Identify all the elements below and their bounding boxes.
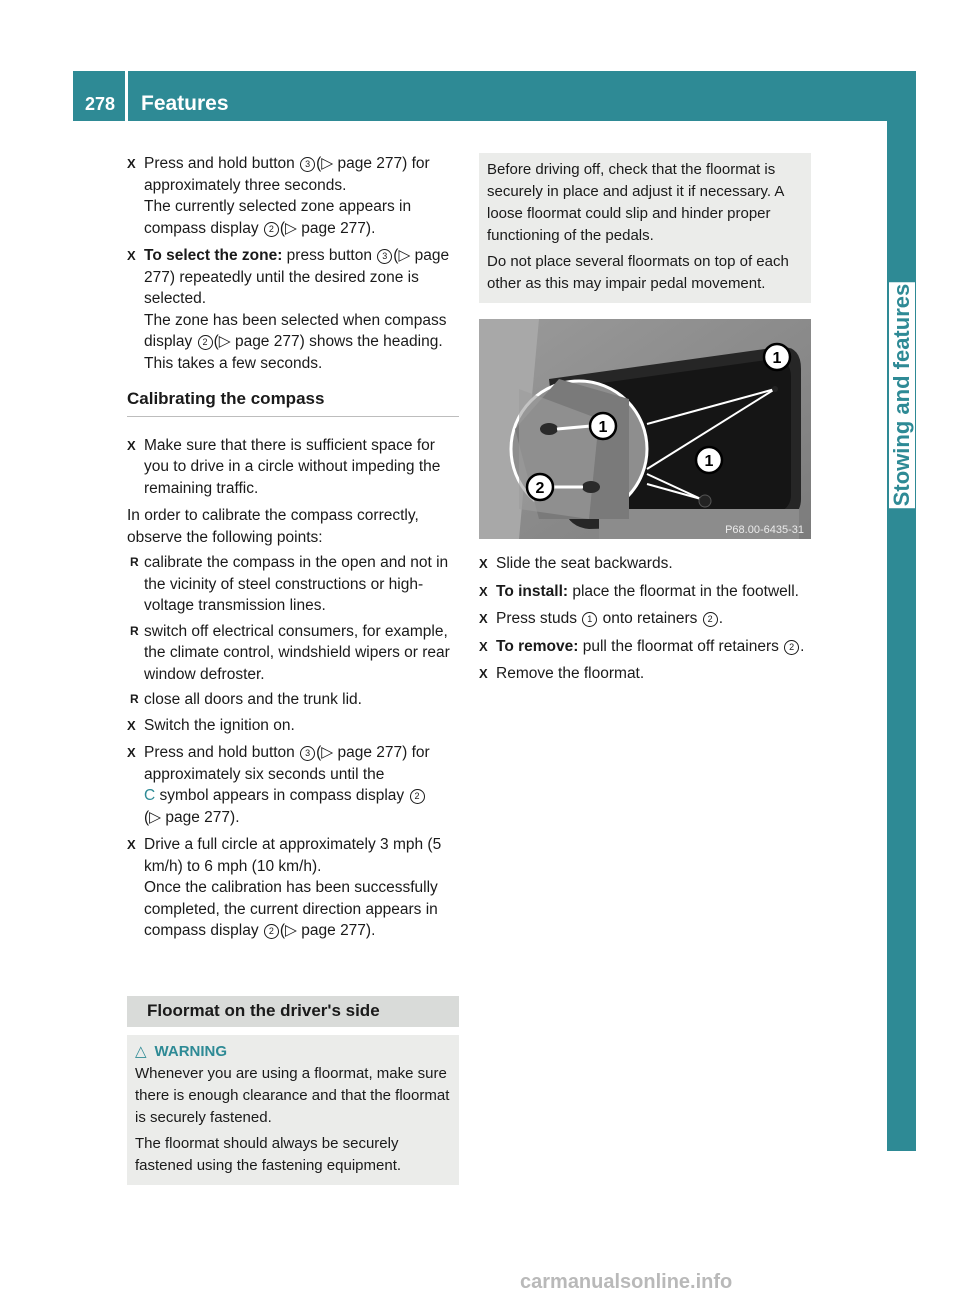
watermark: carmanualsonline.info — [520, 1271, 733, 1293]
compass-c-symbol: C — [144, 787, 156, 804]
step-item: X To select the zone: press button 3 (▷ page 277) repeatedly until the desired zone is selected. The zone has been selected when compass display 2 (▷ page 277) shows the heading. This takes a few seconds. — [127, 245, 459, 374]
note-text: Do not place several floormats on top of each other as this may impair pedal movement. — [487, 253, 789, 292]
callout-number: 3 — [377, 249, 392, 264]
step-item: X Remove the floormat. — [479, 663, 811, 685]
callout-1-middle — [590, 413, 616, 439]
warning-box — [127, 1035, 459, 1185]
callout-number: 2 — [264, 222, 279, 237]
warning-text: The floormat should always be securely fastened using the fastening equipment. — [135, 1135, 402, 1174]
side-tab-title: Stowing and features — [888, 283, 914, 507]
intro-paragraph: In order to calibrate the compass correctly, observe the following points: — [127, 507, 419, 546]
callout-number: 2 — [198, 335, 213, 350]
page-number: 278 — [85, 94, 116, 114]
step-item: X To remove: pull the floormat off retainers 2 . — [479, 636, 811, 658]
side-tab-block — [887, 608, 916, 638]
callout-2 — [527, 474, 553, 500]
callout-number: 2 — [703, 612, 718, 627]
step-item: X Make sure that there is sufficient space for you to drive in a circle without impeding the remaining traffic. — [127, 435, 459, 500]
step-item: X Press and hold button 3 (▷ page 277) for approximately three seconds. The currently selected zone appears in compass display 2 (▷ page 277). — [127, 153, 459, 239]
step-item: X Press studs 1 onto retainers 2 . — [479, 608, 811, 630]
callout-number: 2 — [784, 640, 799, 655]
step-item: X Slide the seat backwards. — [479, 553, 811, 575]
figure-code: P68.00-6435-31 — [725, 524, 804, 536]
callout-1-top-right — [764, 344, 790, 370]
bullet-item: R close all doors and the trunk lid. — [127, 689, 459, 711]
svg-text:1: 1 — [772, 350, 782, 367]
callout-number: 3 — [300, 746, 315, 761]
svg-text:2: 2 — [535, 480, 545, 497]
page-title: Features — [141, 92, 229, 115]
callout-number: 1 — [582, 612, 597, 627]
section-heading-floormat: Floormat on the driver's side — [127, 996, 459, 1028]
svg-text:1: 1 — [598, 419, 608, 436]
callout-number: 3 — [300, 157, 315, 172]
floormat-illustration — [479, 319, 811, 539]
step-item: X Drive a full circle at approximately 3 mph (5 km/h) to 6 mph (10 km/h). Once the calibration has been successfully completed, the current direction appears in compass display 2 (▷ page 277). — [127, 834, 459, 942]
step-item: X Press and hold button 3 (▷ page 277) for approximately six seconds until the C symbol appears in compass display 2 (▷ page 277). — [127, 742, 459, 828]
step-item: X To install: place the floormat in the footwell. — [479, 581, 811, 603]
warning-title: WARNING — [154, 1043, 228, 1060]
callout-number: 2 — [264, 924, 279, 939]
right-column — [479, 153, 811, 691]
section-heading-calibrating: Calibrating the compass — [127, 388, 459, 417]
note-box — [479, 153, 811, 303]
svg-text:1: 1 — [704, 453, 714, 470]
left-column — [127, 153, 459, 1185]
callout-1-lower — [696, 447, 722, 473]
callout-number: 2 — [410, 789, 425, 804]
note-text: Before driving off, check that the floormat is securely in place and adjust it if necessary. A loose floormat could slip and hinder proper functioning of the pedals. — [487, 161, 784, 244]
warning-icon: △ — [135, 1043, 147, 1060]
warning-text: Whenever you are using a floormat, make sure there is enough clearance and that the floormat is securely fastened. — [135, 1065, 450, 1126]
step-item: X Switch the ignition on. — [127, 715, 459, 737]
bullet-item: R calibrate the compass in the open and not in the vicinity of steel constructions or high-voltage transmission lines. — [127, 552, 459, 617]
bullet-item: R switch off electrical consumers, for example, the climate control, windshield wipers or rear window defroster. — [127, 621, 459, 686]
floormat-figure — [479, 319, 811, 539]
header-separator — [125, 71, 128, 121]
